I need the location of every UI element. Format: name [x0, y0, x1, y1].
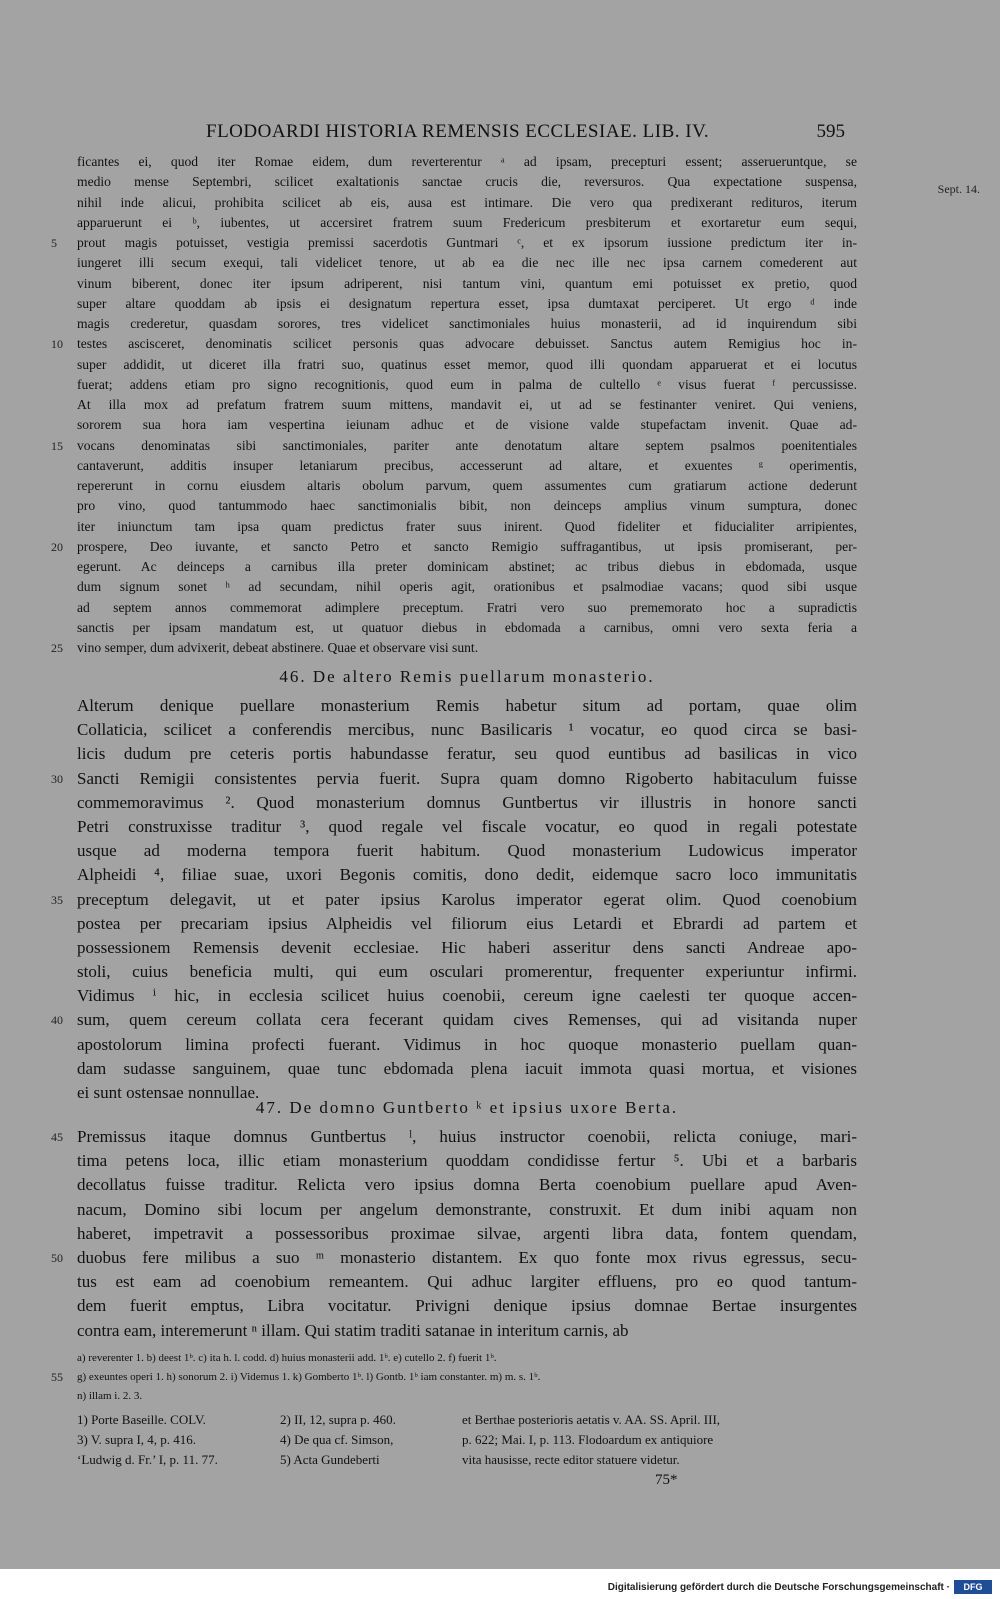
- paragraph-chapter-45-end: [51, 152, 857, 658]
- para1-line: [77, 415, 857, 435]
- line-text: dem fuerit emptus, Libra vocitatur. Privigni denique ipsius domnae Bertae insurgentes: [77, 1296, 857, 1316]
- para2-line: [77, 936, 857, 960]
- line-text: Vidimus ⁱ hic, in ecclesia scilicet huius coenobii, cereum igne caelesti ter quoque accen-: [77, 986, 857, 1006]
- line-text: dum signum sonet ʰ ad secundam, nihil operis agit, orationibus et psalmodiae vacans; quod sibi usque: [77, 579, 857, 595]
- line-text: dam sudasse sanguinem, quae tunc ebdomada plena iacuit immota quasi mortua, et visiones: [77, 1058, 857, 1078]
- line-number: 10: [51, 337, 63, 352]
- line-text: tima petens loca, illic etiam monasterium quoddam condidisse fertur ⁵. Ubi et a barbaris: [77, 1151, 857, 1171]
- line-text: decollatus fuisse traditur. Relicta vero ipsius domna Berta coenobium puellare apud Aven-: [77, 1175, 857, 1195]
- line-number: 25: [51, 641, 63, 655]
- signature-mark: 75*: [655, 1472, 678, 1488]
- para3-line: [77, 1294, 857, 1318]
- para1-line: [77, 355, 857, 375]
- para3-line: [77, 1198, 857, 1222]
- line-text: postea per precariam ipsius Alpheidis vel filiorum eius Letardi et Ebrardi ad partem et: [77, 913, 857, 933]
- para1-line: [77, 618, 857, 638]
- line-text: licis dudum pre ceteris portis habundasse feratur, seu quod euntibus ad basilicas in vico: [77, 744, 857, 764]
- reference-row: [77, 1430, 857, 1450]
- para3-line: [77, 1319, 857, 1343]
- reference-c1: 3) V. supra I, 4, p. 416.: [77, 1432, 197, 1447]
- para1-line: [51, 334, 857, 354]
- chapter-heading-46: 46. De altero Remis puellarum monasterio.: [279, 667, 655, 686]
- line-text: Alpheidi ⁴, filiae suae, uxori Begonis comitis, dono dedit, eidemque sacro loco immunitatis: [77, 865, 857, 885]
- para2-line: [77, 694, 857, 718]
- line-text: ei sunt ostensae nonnullae.: [77, 1083, 260, 1102]
- para2-line: [77, 960, 857, 984]
- line-text: vocans denominatas sibi sanctimoniales, pariter ante denotatum altare septem psalmos poenitentiales: [77, 437, 857, 453]
- line-text: super addidit, ut diceret illa fratri suo, quatinus esset memor, quod illi quondam apparuerat et ei locutus: [77, 356, 857, 372]
- para1-line: [51, 638, 857, 658]
- para1-line: [77, 517, 857, 537]
- para1-line: [51, 537, 857, 557]
- line-text: Alterum denique puellare monasterium Remis habetur situm ad portam, quae olim: [77, 696, 857, 715]
- para3-line: [51, 1246, 857, 1270]
- line-text: preceptum delegavit, ut et pater ipsius Karolus imperator egerat olim. Quod coenobium: [77, 889, 857, 909]
- footnote-references: [77, 1410, 857, 1470]
- line-number: 30: [51, 771, 63, 786]
- line-number: 50: [51, 1250, 63, 1265]
- para2-line: [77, 912, 857, 936]
- reference-c3: p. 622; Mai. I, p. 113. Flodoardum ex antiquiore: [462, 1432, 714, 1447]
- para1-line: [77, 294, 857, 314]
- para2-line: [77, 1033, 857, 1057]
- margin-date-note: Sept. 14.: [937, 182, 980, 196]
- line-text: Sancti Remigii consistentes pervia fuerit. Supra quam domno Rigoberto habitaculum fuisse: [77, 768, 857, 788]
- line-text: sororem sua hora iam vespertina ieiunam adhuc et de visione valde stupefactam invenit. Quae ad-: [77, 417, 857, 433]
- line-text: repererunt in cornu eiusdem altaris obolum parvum, quem assumentes cum gratiarum actione dederunt: [77, 478, 857, 493]
- para1-line: [77, 496, 857, 516]
- para1-line: [51, 233, 857, 253]
- para2-line: [51, 888, 857, 912]
- paragraph-chapter-47: [51, 1125, 857, 1343]
- line-text: Premissus itaque domnus Guntbertus ˡ, huius instructor coenobii, relicta coniuge, mari-: [77, 1127, 857, 1146]
- variant-note-text: n) illam i. 2. 3.: [77, 1390, 143, 1402]
- para1-line: [77, 274, 857, 294]
- line-text: nihil inde alicui, prohibita scilicet ab eis, ausa est intimare. Die vero qua predixerant redituros, iterum: [77, 194, 857, 210]
- line-text: possessionem Remensis devenit ecclesiae. Hic haberi asseritur dens sancti Andreae apo-: [77, 937, 857, 957]
- para1-line: [77, 476, 857, 496]
- para2-line: [77, 984, 857, 1008]
- reference-row: [77, 1410, 857, 1430]
- chapter-heading-47: 47. De domno Guntberto ᵏ et ipsius uxore Berta.: [255, 1098, 679, 1117]
- line-text: contra eam, interemerunt ⁿ illam. Qui statim traditi satanae in interitum carnis, ab: [77, 1320, 629, 1340]
- para1-line: [77, 395, 857, 415]
- line-text: iter iniunctum tam ipsa quam predictus frater suus inirent. Quod fideliter et fiducialiter arripientes,: [77, 518, 857, 534]
- reference-c3: et Berthae posterioris aetatis v. AA. SS. April. III,: [462, 1412, 721, 1427]
- para2-line: [77, 863, 857, 887]
- line-text: ficantes ei, quod iter Romae eidem, dum reverterentur ᵃ ad ipsam, precepturi essent; asserueruntque, se: [77, 154, 857, 169]
- para2-line: [77, 742, 857, 766]
- para1-line: [77, 152, 857, 172]
- para1-line: [77, 193, 857, 213]
- line-text: stoli, cuius beneficia multi, qui eum osculari promerentur, frequenter experiuntur infirmi.: [77, 962, 857, 982]
- line-text: haberet, impetravit a possessoribus proximae silvae, argenti libra data, fontem quendam,: [77, 1223, 857, 1243]
- footer-credit: Digitalisierung gefördert durch die Deutsche Forschungsgemeinschaft ·: [607, 1582, 950, 1593]
- para1-line: [77, 213, 857, 233]
- line-text: pro vino, quod tantummodo haec sanctimonialis bibit, non deinceps amplius vinum sumptura, donec: [77, 498, 857, 514]
- para3-line: [77, 1149, 857, 1173]
- reference-row: [77, 1450, 857, 1470]
- line-text: medio mense Septembri, scilicet exaltationis sanctae crucis die, reversuros. Qua expectatione suspensa,: [77, 174, 857, 190]
- reference-c2: 5) Acta Gundeberti: [280, 1452, 380, 1467]
- line-text: At illa mox ad prefatum fratrem suum mittens, mandavit ei, ut ad se festinanter veniret. Qui veniens,: [77, 397, 857, 412]
- para1-line: [51, 436, 857, 456]
- line-text: sum, quem cereum collata cera fecerant quidam cives Remenses, qui ad visitanda nuper: [77, 1010, 857, 1030]
- line-text: cantaverunt, additis insuper letaniarum precibus, accesserunt ad altare, et exuentes ᵍ operimentis,: [77, 457, 857, 473]
- digitization-footer: [0, 1569, 1000, 1599]
- para3-line: [51, 1125, 857, 1149]
- line-number: 35: [51, 892, 63, 907]
- line-number: 45: [51, 1130, 63, 1144]
- line-text: commemoravimus ². Quod monasterium domnus Guntbertus vir illustris in honore sancti: [77, 792, 857, 812]
- para1-line: [77, 375, 857, 395]
- para1-line: [77, 253, 857, 273]
- paragraph-chapter-46: [51, 694, 857, 1105]
- para3-line: [77, 1270, 857, 1294]
- line-text: vinum biberent, donec iter ipsum adriperent, nisi tantum vini, quantum emi potuisset ex pretio, quod: [77, 275, 857, 291]
- line-text: apostolorum limina profecti fuerant. Vidimus in hoc quoque monasterio puellam quan-: [77, 1034, 857, 1054]
- para3-line: [77, 1173, 857, 1197]
- para2-line: [77, 1057, 857, 1081]
- para1-line: [77, 172, 857, 192]
- line-text: prout magis potuisset, vestigia premissi sacerdotis Guntmari ᶜ, et ex ipsorum iussione predictum iter in-: [77, 235, 857, 250]
- variant-note-text: g) exeuntes operi 1. h) sonorum 2. i) Videmus 1. k) Gomberto 1ᵇ. l) Gontb. 1ᵇ iam constanter. m) m. s. 1ᵇ.: [77, 1371, 541, 1383]
- reference-c1: ‘Ludwig d. Fr.’ I, p. 11. 77.: [77, 1452, 218, 1467]
- para1-line: [77, 456, 857, 476]
- para1-line: [77, 557, 857, 577]
- line-text: nacum, Domino sibi locum per angelum demonstrante, construxit. Et dum inibi aquam non: [77, 1199, 857, 1219]
- para3-line: [77, 1222, 857, 1246]
- para1-line: [77, 598, 857, 618]
- reference-c3: vita hausisse, recte editor statuere videtur.: [462, 1452, 680, 1467]
- line-text: Collaticia, scilicet a conferendis mercibus, nunc Basilicaris ¹ vocatur, eo quod circa se basi-: [77, 720, 857, 740]
- line-text: super altare quoddam ab ipsis ei designatum repertura esset, ipsa dumtaxat perciperet. Ut ergo ᵈ inde: [77, 295, 857, 311]
- line-text: testes ascisceret, denominatis scilicet personis quas advocare debuisset. Sanctus autem Remigius hoc in-: [77, 336, 857, 352]
- variant-note-row: [51, 1368, 857, 1387]
- line-text: egerunt. Ac deinceps a carnibus illa preter dominicam abstinet; ac tribus diebus in ebdomada, usque: [77, 559, 857, 574]
- line-number: 15: [51, 438, 63, 453]
- line-text: tus est eam ad coenobium remeantem. Qui adhuc largiter effluens, pro eo quod tantum-: [77, 1272, 857, 1292]
- line-text: iungeret illi secum exequi, tali videlicet tenore, ut ab ea die nec ille nec ipsa carnem comederent aut: [77, 255, 857, 271]
- running-title: FLODOARDI HISTORIA REMENSIS ECCLESIAE. LIB. IV.: [206, 121, 710, 142]
- line-text: apparuerunt ei ᵇ, iubentes, ut accersiret fratrem suum Fredericum presbiterum et exortaretur eum sequi,: [77, 214, 857, 230]
- line-number: 5: [51, 236, 57, 250]
- reference-c2: 4) De qua cf. Simson,: [280, 1432, 394, 1447]
- line-text: fuerat; addens etiam pro signo recognitionis, quod eum in palma de cultello ᵉ visus fuerat ᶠ percussisse.: [77, 376, 857, 392]
- para2-line: [77, 815, 857, 839]
- para1-line: [77, 314, 857, 334]
- para1-line: [77, 577, 857, 597]
- line-text: magis crederetur, quasdam sorores, tres videlicet sanctimoniales huius monasterii, ad id inquirendum sibi: [77, 316, 857, 331]
- line-number: 55: [51, 1370, 63, 1384]
- reference-c1: 1) Porte Baseille. COLV.: [77, 1412, 206, 1427]
- line-text: prospere, Deo iuvante, et sancto Petro et sancto Remigio suffragantibus, ut ipsis promiserant, per-: [77, 538, 857, 554]
- running-header: [200, 121, 845, 147]
- para2-line: [77, 718, 857, 742]
- page-number: 595: [816, 121, 845, 142]
- variant-note-row: [77, 1387, 857, 1406]
- line-text: ad septem annos commemorat adimplere preceptum. Fratri vero suo prememorato hoc a supradictis: [77, 599, 857, 615]
- para2-line: [77, 791, 857, 815]
- variant-note-row: [77, 1349, 857, 1368]
- para2-line: [77, 839, 857, 863]
- line-text: usque ad moderna tempora fuerit habitum. Quod monasterium Ludowicus imperator: [77, 841, 857, 861]
- critical-apparatus: [51, 1349, 857, 1406]
- para2-line: [51, 767, 857, 791]
- dfg-logo: DFG: [954, 1580, 992, 1594]
- variant-note-text: a) reverenter 1. b) deest 1ᵇ. c) ita h. l. codd. d) huius monasterii add. 1ᵇ. e) cutello 2. f) fuerit 1ᵇ.: [77, 1352, 497, 1364]
- reference-c2: 2) II, 12, supra p. 460.: [280, 1412, 396, 1427]
- line-text: Petri construxisse traditur ³, quod regale vel fiscale vocatur, eo quod in regali potestate: [77, 816, 857, 836]
- line-number: 40: [51, 1013, 63, 1028]
- line-text: vino semper, dum advixerit, debeat abstinere. Quae et observare visi sunt.: [77, 640, 479, 655]
- line-number: 20: [51, 539, 63, 554]
- para2-line: [51, 1008, 857, 1032]
- line-text: sanctis per ipsam mandatum est, ut quatuor diebus in ebdomada a carnibus, omni vero sexta feria a: [77, 619, 857, 635]
- line-text: duobus fere milibus a suo ᵐ monasterio distantem. Ex quo fonte mox rivus egressus, secu-: [77, 1247, 857, 1267]
